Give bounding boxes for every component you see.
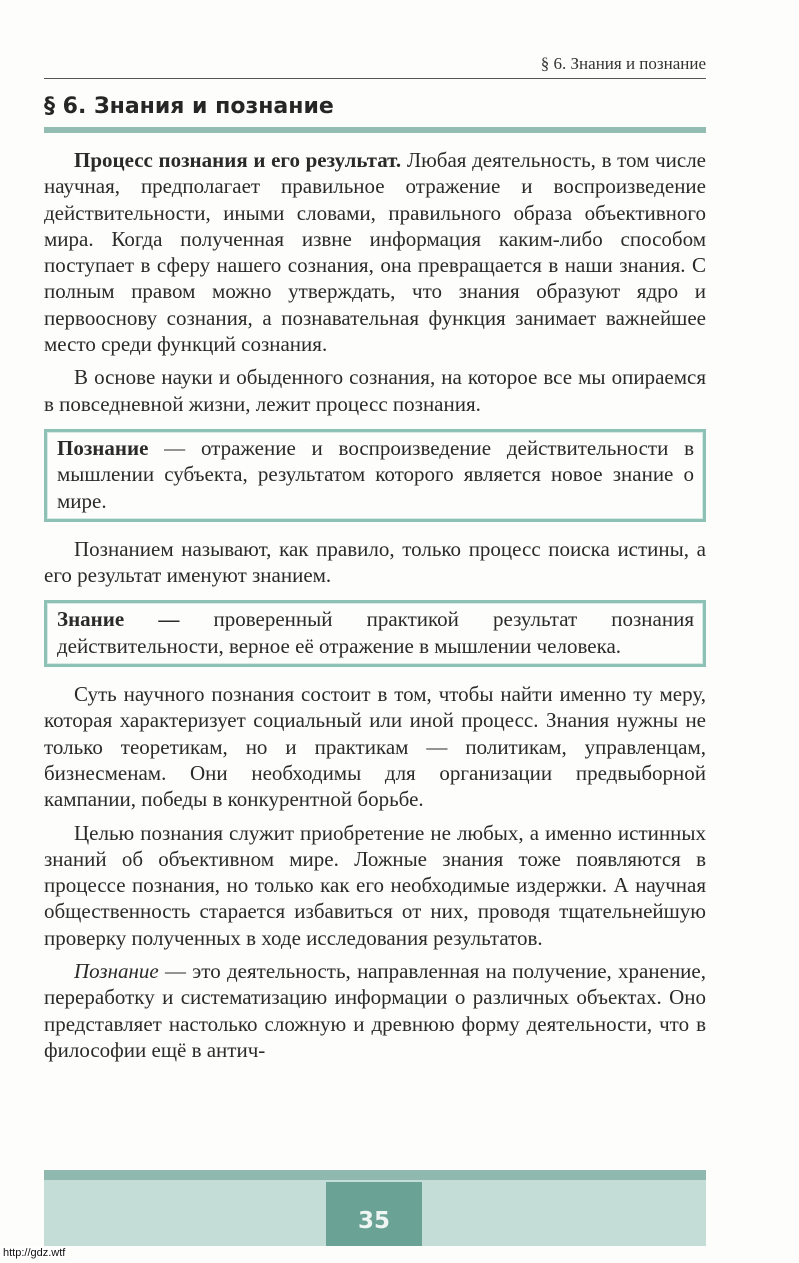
- definition-text: — отражение и воспроизведение действительности в мышлении субъекта, результатом которого является новое знание о мире.: [57, 435, 694, 513]
- definition-box-cognition: [44, 429, 706, 522]
- section-title-rule: [44, 127, 706, 133]
- definition-text: проверенный практикой результат познания действительности, верное её отражение в мышлении человека.: [57, 607, 694, 658]
- definition-term: Знание —: [57, 607, 180, 632]
- italic-term: Познание: [74, 959, 159, 984]
- paragraph-2: В основе науки и обыденного сознания, на которое все мы опираемся в повседневной жизни, лежит процесс познания.: [44, 365, 706, 416]
- paragraph-6: [44, 958, 706, 1063]
- section-title: § 6. Знания и познание: [44, 94, 334, 119]
- watermark-url: http://gdz.wtf: [0, 1247, 68, 1259]
- paragraph-4: Суть научного познания состоит в том, чтобы найти именно ту меру, которая характеризует социальный или иной процесс. Знания нужны не только теоретикам, но и практикам — политикам, управленцам, бизнесменам. Они необходимы для организации предвыборной кампании, победы в конкурентной борьбе.: [44, 682, 706, 812]
- page-number: 35: [357, 1208, 390, 1234]
- body-text: [44, 147, 706, 1070]
- definition-box-knowledge: [44, 600, 706, 667]
- header-rule: [44, 78, 706, 79]
- definition-term: Познание: [57, 435, 149, 460]
- paragraph-lead: Процесс познания и его результат.: [74, 148, 402, 172]
- running-head: § 6. Знания и познание: [540, 54, 706, 73]
- paragraph-text: — это деятельность, направленная на получение, хранение, переработку и систематизацию информации о различных объектах. Оно представляет настолько сложную и древнюю форму деятельности, что в философии ещё в антич-: [44, 959, 706, 1062]
- paragraph-5: Целью познания служит приобретение не любых, а именно истинных знаний об объективном мире. Ложные знания тоже появляются в процессе познания, но только как его необходимые издержки. А научная общественность старается избавиться от них, проводя тщательнейшую проверку полученных в ходе исследования результатов.: [44, 820, 706, 950]
- paragraph-1: [44, 147, 706, 357]
- paragraph-3: Познанием называют, как правило, только процесс поиска истины, а его результат именуют знанием.: [44, 536, 706, 588]
- paragraph-text: Любая деятельность, в том числе научная, предполагает правильное отражение и воспроизведение действительности, иными словами, правильного образа объективного мира. Когда полученная извне информация каким-либо способом поступает в сферу нашего сознания, она превращается в наши знания. С полным правом можно утверждать, что знания образуют ядро и первооснову сознания, а познавательная функция занимает важнейшее место среди функций сознания.: [44, 148, 707, 357]
